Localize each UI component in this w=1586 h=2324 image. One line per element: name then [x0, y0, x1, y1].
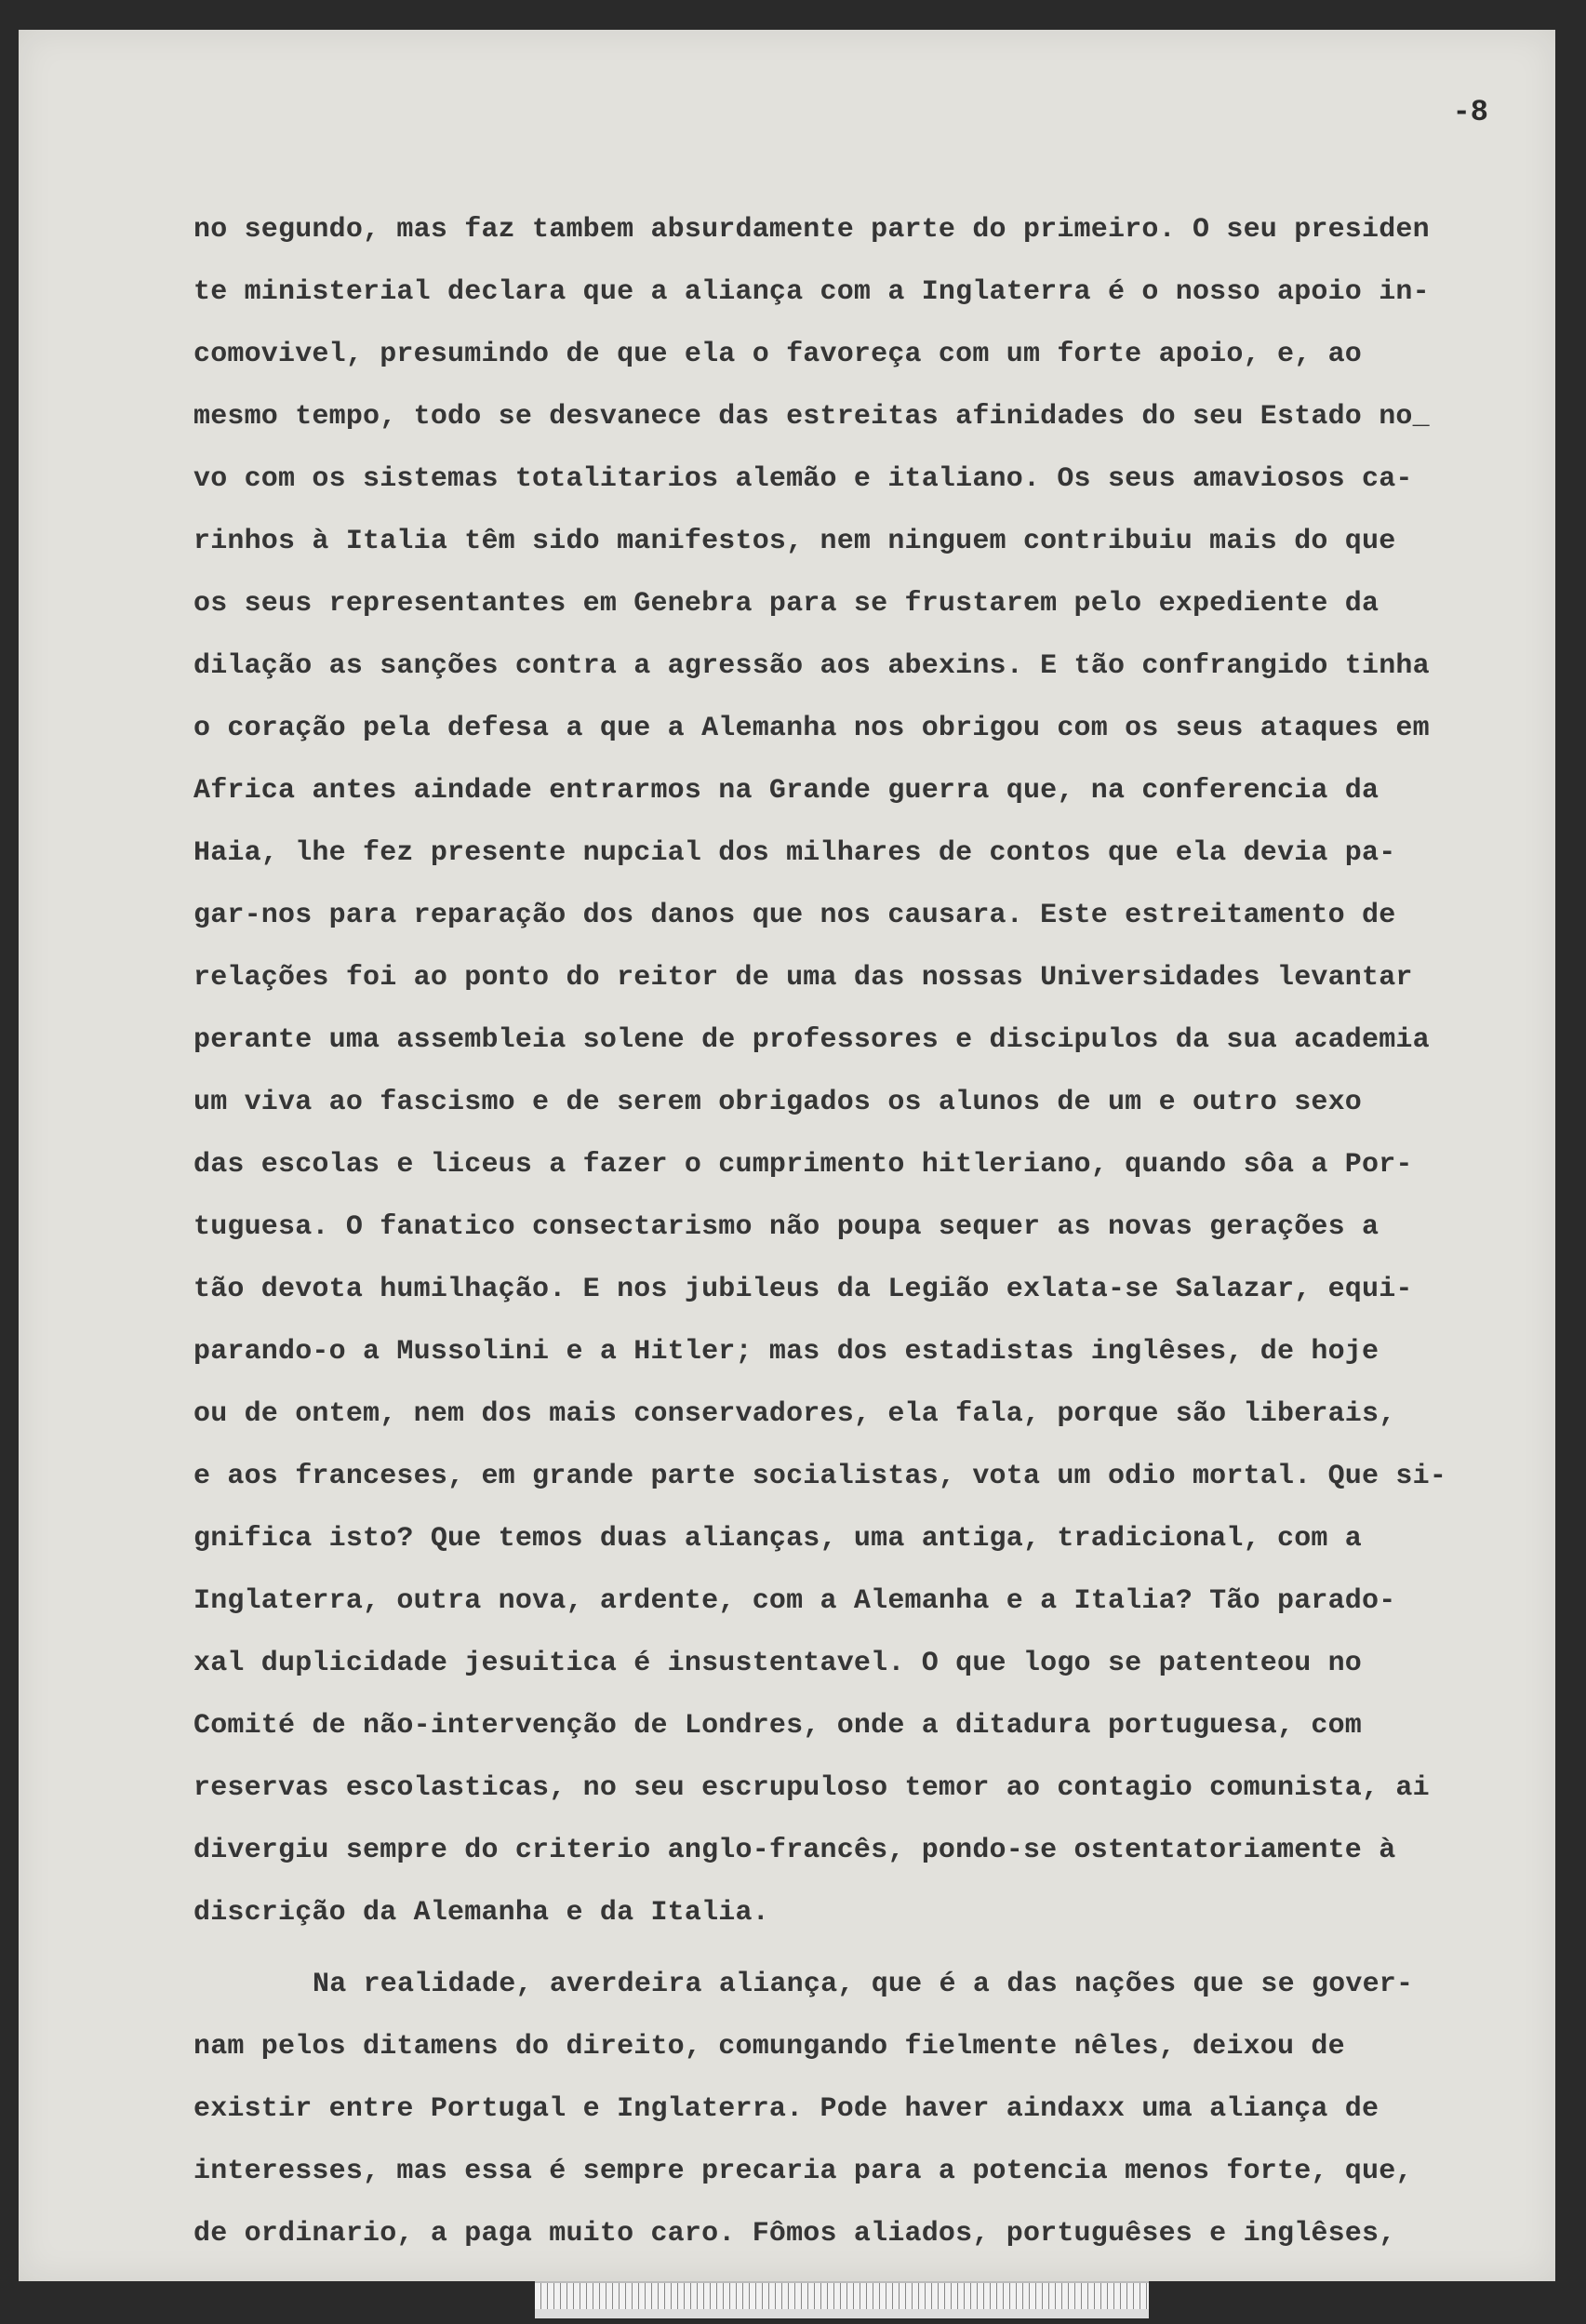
text-line: perante uma assembleia solene de professores e discipulos da sua academia	[193, 1024, 1430, 1056]
text-line: o coração pela defesa a que a Alemanha nos obrigou com os seus ataques em	[193, 713, 1430, 744]
text-line: mesmo tempo, todo se desvanece das estreitas afinidades do seu Estado no_	[193, 401, 1430, 433]
text-line: no segundo, mas faz tambem absurdamente parte do primeiro. O seu presiden	[193, 214, 1430, 246]
text-line: Africa antes aindade entrarmos na Grande guerra que, na conferencia da	[193, 775, 1379, 807]
text-line: gar-nos para reparação dos danos que nos causara. Este estreitamento de	[193, 900, 1396, 931]
text-line: discrição da Alemanha e da Italia.	[193, 1897, 769, 1929]
paragraph-2	[193, 1954, 1570, 2265]
text-line: os seus representantes em Genebra para se frustarem pelo expediente da	[193, 588, 1379, 620]
text-line: de ordinario, a paga muito caro. Fômos aliados, portuguêses e inglêses,	[193, 2218, 1396, 2250]
text-line: rinhos à Italia têm sido manifestos, nem ninguem contribuiu mais do que	[193, 526, 1396, 557]
text-line: Haia, lhe fez presente nupcial dos milhares de contos que ela devia pa-	[193, 837, 1396, 869]
text-line: reservas escolasticas, no seu escrupuloso temor ao contagio comunista, ai	[193, 1772, 1430, 1804]
text-line: Comité de não-intervenção de Londres, onde a ditadura portuguesa, com	[193, 1710, 1363, 1742]
text-line: existir entre Portugal e Inglaterra. Pode haver aindaxx uma aliança de	[193, 2093, 1379, 2125]
text-line: das escolas e liceus a fazer o cumprimento hitleriano, quando sôa a Por-	[193, 1149, 1413, 1181]
text-line: ou de ontem, nem dos mais conservadores, ela fala, porque são liberais,	[193, 1398, 1396, 1430]
text-line: e aos franceses, em grande parte socialistas, vota um odio mortal. Que si-	[193, 1461, 1447, 1492]
scale-ruler-bar	[535, 2309, 1149, 2318]
text-line: parando-o a Mussolini e a Hitler; mas dos estadistas inglêses, de hoje	[193, 1336, 1379, 1368]
paragraph-1	[193, 199, 1570, 1944]
text-line: divergiu sempre do criterio anglo-francês, pondo-se ostentatoriamente à	[193, 1835, 1396, 1866]
text-line: te ministerial declara que a aliança com a Inglaterra é o nosso apoio in-	[193, 276, 1430, 308]
text-line: vo com os sistemas totalitarios alemão e italiano. Os seus amaviosos ca-	[193, 463, 1413, 495]
text-line: relações foi ao ponto do reitor de uma das nossas Universidades levantar	[193, 962, 1413, 994]
text-line: Inglaterra, outra nova, ardente, com a Alemanha e a Italia? Tão parado-	[193, 1585, 1396, 1617]
text-line: interesses, mas essa é sempre precaria para a potencia menos forte, que,	[193, 2156, 1413, 2187]
text-line: tuguesa. O fanatico consectarismo não poupa sequer as novas gerações a	[193, 1211, 1379, 1243]
text-line: nam pelos ditamens do direito, comungando fielmente nêles, deixou de	[193, 2031, 1345, 2063]
text-line: xal duplicidade jesuitica é insustentavel. O que logo se patenteou no	[193, 1648, 1363, 1679]
text-line: Na realidade, averdeira aliança, que é a das nações que se gover-	[313, 1969, 1414, 2000]
scale-ruler	[535, 2281, 1149, 2311]
text-line: comovivel, presumindo de que ela o favoreça com um forte apoio, e, ao	[193, 339, 1363, 370]
text-line: gnifica isto? Que temos duas alianças, uma antiga, tradicional, com a	[193, 1523, 1363, 1555]
text-line: tão devota humilhação. E nos jubileus da Legião exlata-se Salazar, equi-	[193, 1274, 1413, 1305]
body-text	[193, 199, 1570, 2265]
text-line: dilação as sanções contra a agressão aos abexins. E tão confrangido tinha	[193, 650, 1430, 682]
document-page	[19, 30, 1555, 2281]
text-line: um viva ao fascismo e de serem obrigados os alunos de um e outro sexo	[193, 1087, 1363, 1118]
page-number: -8	[1452, 95, 1488, 129]
